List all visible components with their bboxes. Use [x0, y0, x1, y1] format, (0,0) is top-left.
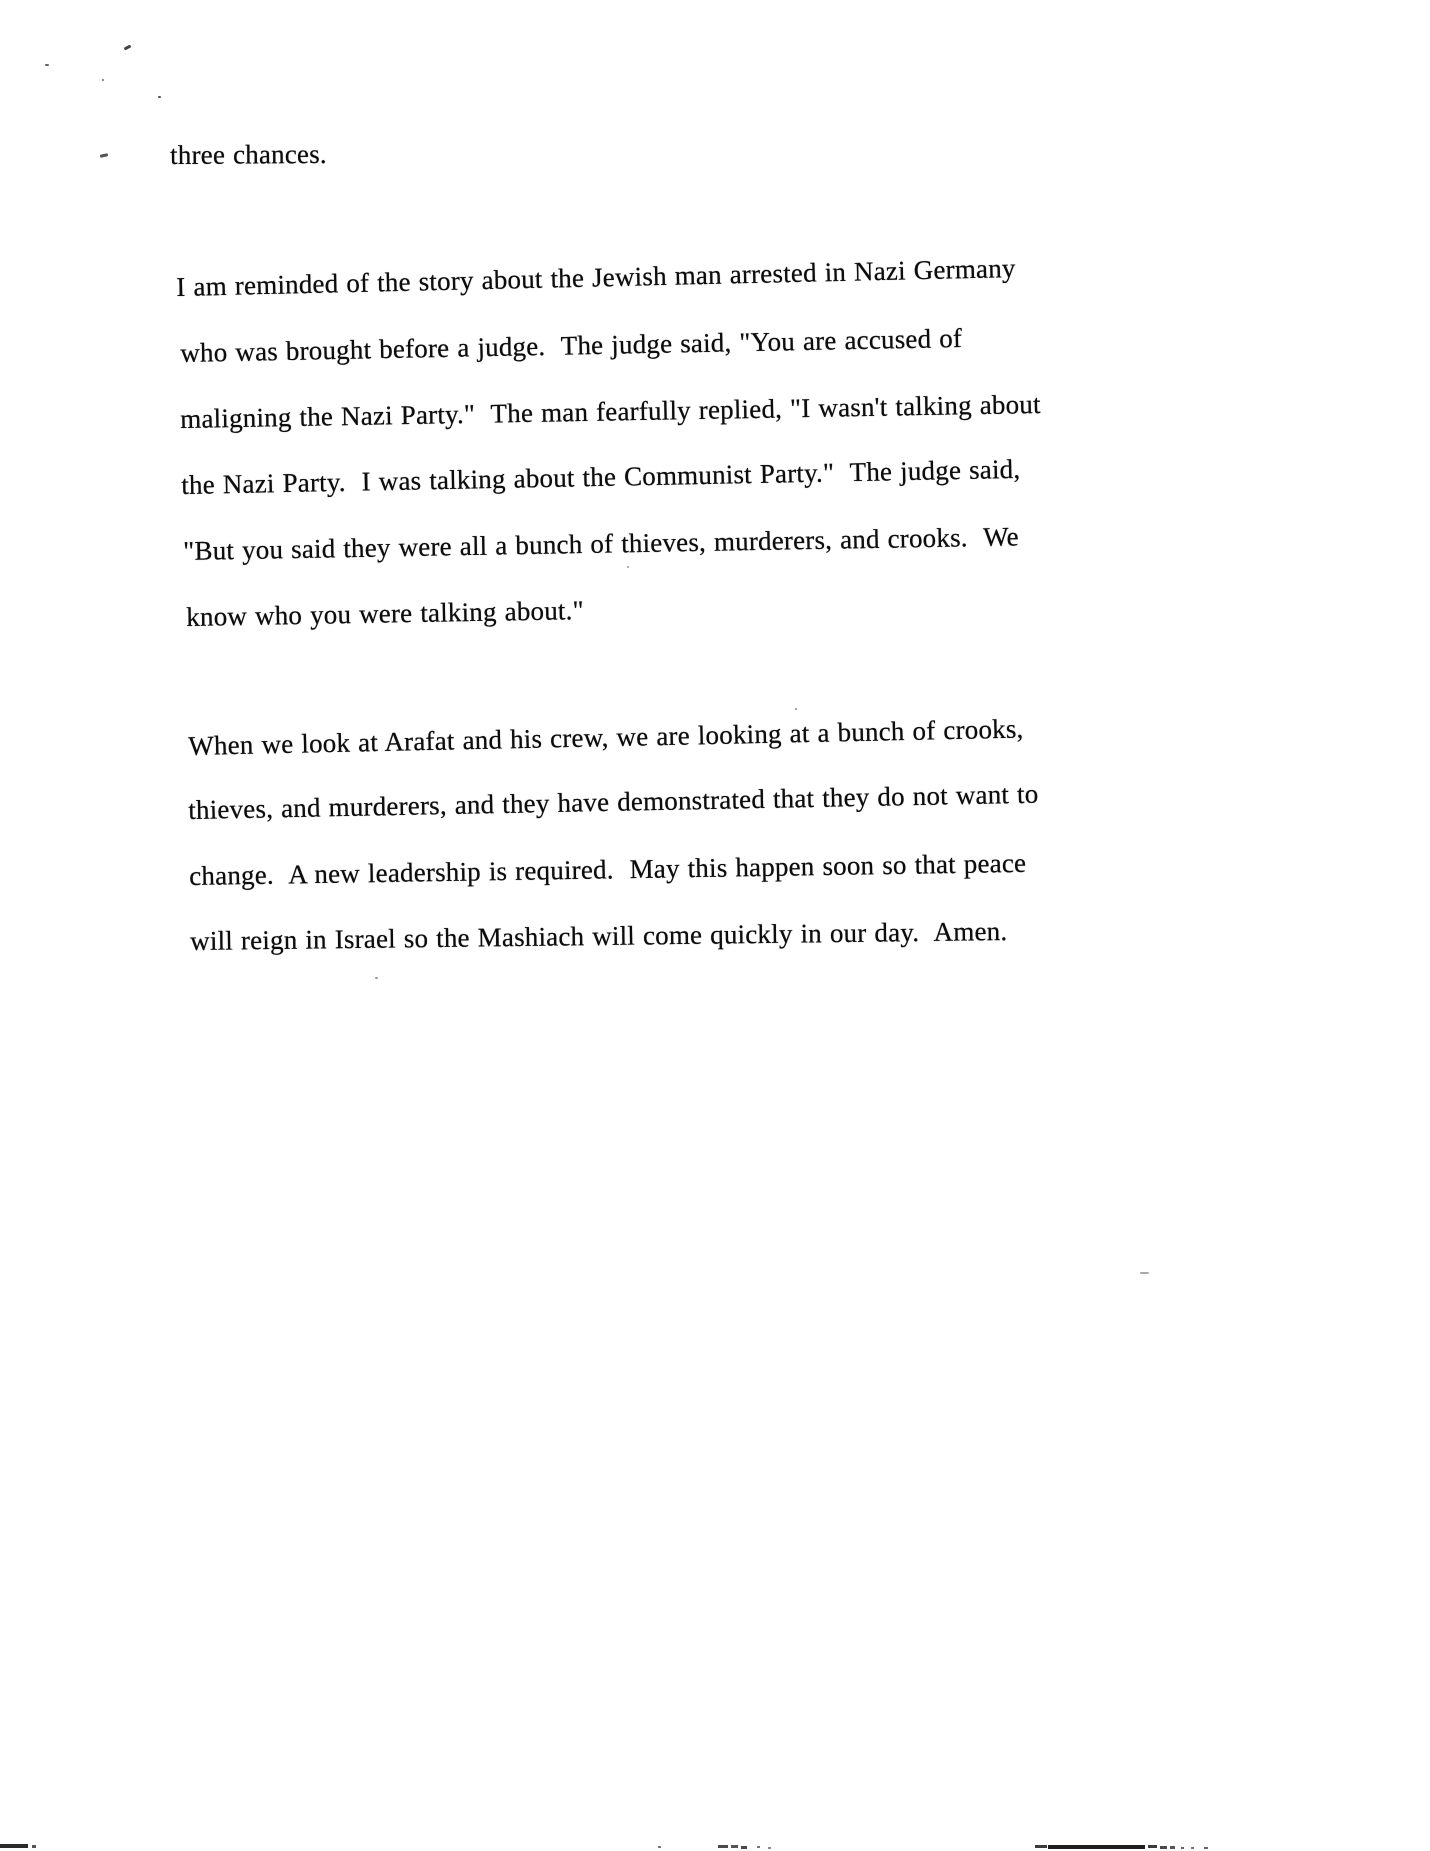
text-line: will reign in Israel so the Mashiach will come quickly in our day. Amen.	[190, 916, 1008, 956]
text-line: I am reminded of the story about the Jewish man arrested in Nazi Germany	[176, 252, 1016, 302]
scan-speckle	[45, 64, 49, 66]
scan-mark-bottom-left	[0, 1844, 28, 1848]
scan-mark-bottom-dash	[1160, 1846, 1167, 1849]
scan-speckle	[100, 153, 108, 158]
scan-mark-bottom-dash	[1148, 1845, 1157, 1848]
text-line: who was brought before a judge. The judge said, "You are accused of	[180, 322, 963, 368]
text-line: maligning the Nazi Party." The man fearfully replied, "I wasn't talking about	[180, 388, 1041, 434]
text-line: the Nazi Party. I was talking about the Communist Party." The judge said,	[181, 453, 1021, 500]
scan-mark-bottom-dot	[768, 1847, 771, 1849]
text-line: "But you said they were all a bunch of thieves, murderers, and crooks. We	[183, 521, 1020, 566]
scan-mark-bottom-dash	[1035, 1845, 1047, 1848]
text-line: When we look at Arafat and his crew, we are looking at a bunch of crooks,	[188, 713, 1024, 761]
scan-mark-bottom-dot	[1181, 1847, 1184, 1849]
scan-mark-bottom-dot	[1204, 1847, 1208, 1849]
scan-speckle	[158, 96, 161, 98]
text-line: thieves, and murderers, and they have demonstrated that they do not want to	[188, 778, 1039, 825]
scan-mark-bottom-left-dot	[32, 1845, 36, 1848]
text-line: three chances.	[170, 138, 327, 170]
scan-speckle	[102, 79, 104, 81]
scan-speckle	[795, 708, 797, 710]
scan-speckle	[627, 566, 629, 568]
text-line: change. A new leadership is required. May this happen soon so that peace	[189, 847, 1027, 891]
scan-mark-bottom-dot	[1191, 1847, 1194, 1849]
scan-speckle	[1140, 1272, 1149, 1274]
scan-speckle	[375, 977, 378, 979]
text-line: know who you were talking about."	[186, 595, 585, 632]
scan-mark-bottom-dash	[1170, 1846, 1175, 1849]
scan-mark-bottom-dash	[718, 1845, 728, 1848]
scan-mark-bottom-dot	[658, 1846, 661, 1848]
scan-mark-bottom-dash	[731, 1845, 738, 1848]
scan-speckle	[124, 45, 132, 51]
scan-mark-bottom-dot	[757, 1846, 760, 1848]
scan-mark-bottom-dash	[741, 1846, 747, 1849]
scan-mark-bottom-bar	[1048, 1845, 1145, 1849]
